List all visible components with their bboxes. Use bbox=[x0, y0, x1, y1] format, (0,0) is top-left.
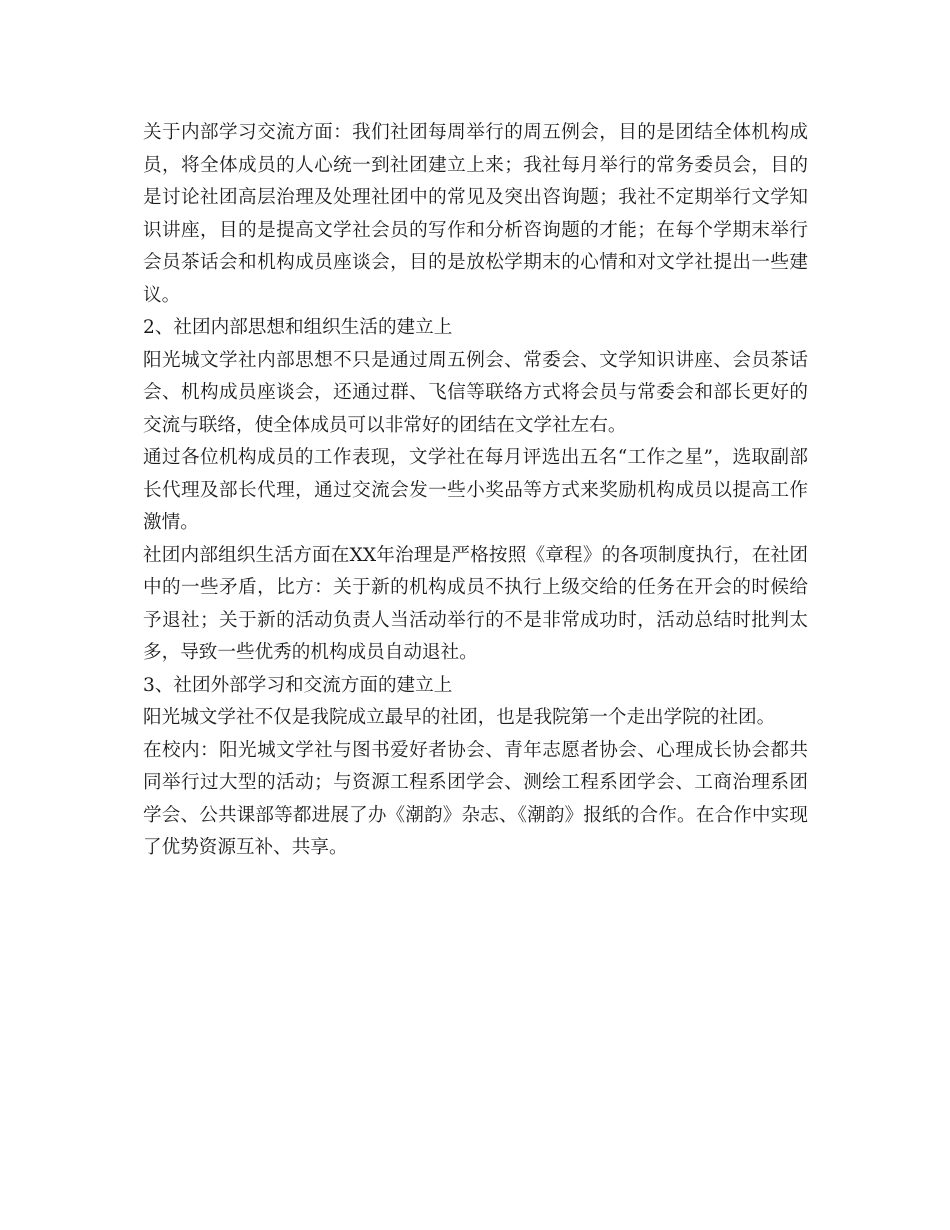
paragraph-on-campus: 在校内：阳光城文学社与图书爱好者协会、青年志愿者协会、心理成长协会都共同举行过大型的活动；与资源工程系团学会、测绘工程系团学会、工商治理系团学会、公共课部等都进展了办《潮韵》杂志、《潮韵》报纸的合作。在合作中实现了优势资源互补、共享。 bbox=[143, 739, 808, 858]
paragraph-internal-thought: 阳光城文学社内部思想不只是通过周五例会、常委会、文学知识讲座、会员茶话会、机构成员座谈会，还通过群、飞信等联络方式将会员与常委会和部长更好的交流与联络，使全体成员可以非常好的团结在文学社左右。 bbox=[143, 349, 808, 436]
paragraph-work-star: 通过各位机构成员的工作表现，文学社在每月评选出五名“工作之星”，选取副部长代理及部长代理，通过交流会发一些小奖品等方式来奖励机构成员以提高工作激情。 bbox=[143, 447, 808, 533]
section-heading-2: 2、社团内部思想和组织生活的建立上 bbox=[143, 317, 453, 338]
document-body bbox=[143, 117, 808, 865]
section-heading-3: 3、社团外部学习和交流方面的建立上 bbox=[143, 674, 453, 696]
paragraph-organization-life: 社团内部组织生活方面在XX年治理是严格按照《章程》的各项制度执行，在社团中的一些矛盾，比方：关于新的机构成员不执行上级交给的任务在开会的时候给予退社；关于新的活动负责人当活动举行的不是非常成功时，活动总结时批判太多，导致一些优秀的机构成员自动退社。 bbox=[143, 544, 808, 663]
paragraph-internal-exchange: 关于内部学习交流方面：我们社团每周举行的周五例会，目的是团结全体机构成员，将全体成员的人心统一到社团建立上来；我社每月举行的常务委员会，目的是讨论社团高层治理及处理社团中的常见及突出咨询题；我社不定期举行文学知识讲座，目的是提高文学社会员的写作和分析咨询题的才能；在每个学期末举行会员茶话会和机构成员座谈会，目的是放松学期末的心情和对文学社提出一些建议。 bbox=[143, 122, 808, 306]
paragraph-earliest-society: 阳光城文学社不仅是我院成立最早的社团，也是我院第一个走出学院的社团。 bbox=[143, 707, 776, 728]
